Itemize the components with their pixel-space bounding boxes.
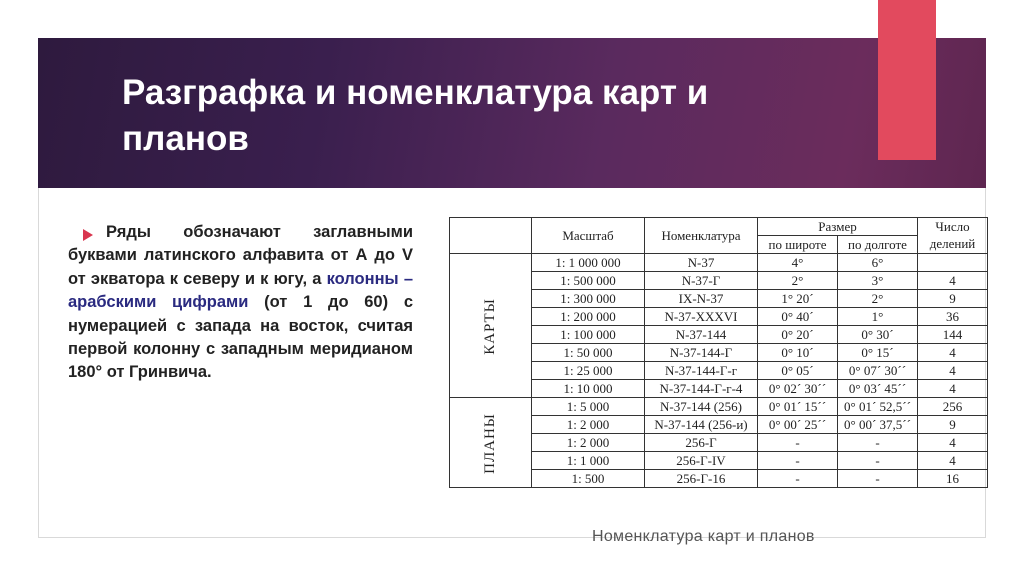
cell: 1: 25 000: [532, 362, 645, 380]
cell: -: [838, 470, 918, 488]
cell: 0° 05´: [758, 362, 838, 380]
header-nomenclature: Номенклатура: [645, 218, 758, 254]
cell: 6°: [838, 254, 918, 272]
cell: 0° 20´: [758, 326, 838, 344]
cell: 1: 50 000: [532, 344, 645, 362]
cell: N-37-144 (256): [645, 398, 758, 416]
table-row: [450, 398, 988, 416]
cell: 1: 1 000: [532, 452, 645, 470]
cell: 4°: [758, 254, 838, 272]
cell: 1° 20´: [758, 290, 838, 308]
cell: [918, 254, 988, 272]
plans-section-label: ПЛАНЫ: [450, 398, 532, 488]
cell: 4: [918, 434, 988, 452]
cell: 16: [918, 470, 988, 488]
cell: 3°: [838, 272, 918, 290]
cell: 2°: [838, 290, 918, 308]
cell: 256-Г-16: [645, 470, 758, 488]
cell: 9: [918, 290, 988, 308]
cell: -: [838, 452, 918, 470]
cell: 0° 10´: [758, 344, 838, 362]
cell: 1: 2 000: [532, 434, 645, 452]
cell: 36: [918, 308, 988, 326]
body-paragraph: [68, 221, 413, 385]
cell: N-37: [645, 254, 758, 272]
header-lat: по широте: [758, 236, 838, 254]
paragraph-highlight: колонны – арабскими цифрами: [68, 269, 413, 312]
header-empty-cell: [450, 218, 532, 254]
slide-title: Разграфка и номенклатура карт и планов: [122, 73, 709, 158]
cell: 144: [918, 326, 988, 344]
cell: 1: 100 000: [532, 326, 645, 344]
cell: 9: [918, 416, 988, 434]
table-row: [450, 254, 988, 272]
cell: 1°: [838, 308, 918, 326]
cell: N-37-144-Г: [645, 344, 758, 362]
header-lon: по долготе: [838, 236, 918, 254]
paragraph-text-1: Ряды обозначают заглавными буквами латинского алфавита от А до V от экватора к северу и к югу, а: [68, 223, 413, 288]
cell: 1: 300 000: [532, 290, 645, 308]
header-count: Число делений: [918, 218, 988, 254]
nomenclature-table: [449, 217, 988, 488]
cell: N-37-XXXVI: [645, 308, 758, 326]
cell: 1: 500 000: [532, 272, 645, 290]
cell: 4: [918, 362, 988, 380]
cell: N-37-144-Г-г-4: [645, 380, 758, 398]
cell: N-37-144: [645, 326, 758, 344]
header-size: Размер: [758, 218, 918, 236]
cell: 1: 2 000: [532, 416, 645, 434]
cell: 4: [918, 272, 988, 290]
cell: 0° 01´ 15´´: [758, 398, 838, 416]
cell: 0° 01´ 52,5´´: [838, 398, 918, 416]
header-scale: Масштаб: [532, 218, 645, 254]
cell: -: [838, 434, 918, 452]
cell: 0° 15´: [838, 344, 918, 362]
cell: 1: 500: [532, 470, 645, 488]
cell: 0° 40´: [758, 308, 838, 326]
maps-section-label: КАРТЫ: [450, 254, 532, 398]
cell: -: [758, 452, 838, 470]
cell: 4: [918, 344, 988, 362]
cell: 2°: [758, 272, 838, 290]
slide-caption: Номенклатура карт и планов: [592, 528, 815, 545]
cell: 256: [918, 398, 988, 416]
cell: 0° 00´ 37,5´´: [838, 416, 918, 434]
cell: 4: [918, 380, 988, 398]
cell: N-37-Г: [645, 272, 758, 290]
cell: IX-N-37: [645, 290, 758, 308]
cell: N-37-144-Г-г: [645, 362, 758, 380]
paragraph-text-2: (от 1 до 60) с нумерацией с запада на восток, считая первой колонну с западным меридианом 180° от Гринвича.: [68, 293, 413, 382]
cell: 0° 30´: [838, 326, 918, 344]
accent-bar: [878, 0, 936, 160]
cell: 0° 07´ 30´´: [838, 362, 918, 380]
cell: 0° 02´ 30´´: [758, 380, 838, 398]
cell: 1: 10 000: [532, 380, 645, 398]
cell: N-37-144 (256-и): [645, 416, 758, 434]
cell: 4: [918, 452, 988, 470]
cell: 1: 5 000: [532, 398, 645, 416]
cell: 256-Г: [645, 434, 758, 452]
cell: 0° 00´ 25´´: [758, 416, 838, 434]
cell: 1: 200 000: [532, 308, 645, 326]
cell: 1: 1 000 000: [532, 254, 645, 272]
header-row: [450, 218, 988, 236]
cell: -: [758, 470, 838, 488]
cell: 256-Г-IV: [645, 452, 758, 470]
cell: -: [758, 434, 838, 452]
cell: 0° 03´ 45´´: [838, 380, 918, 398]
